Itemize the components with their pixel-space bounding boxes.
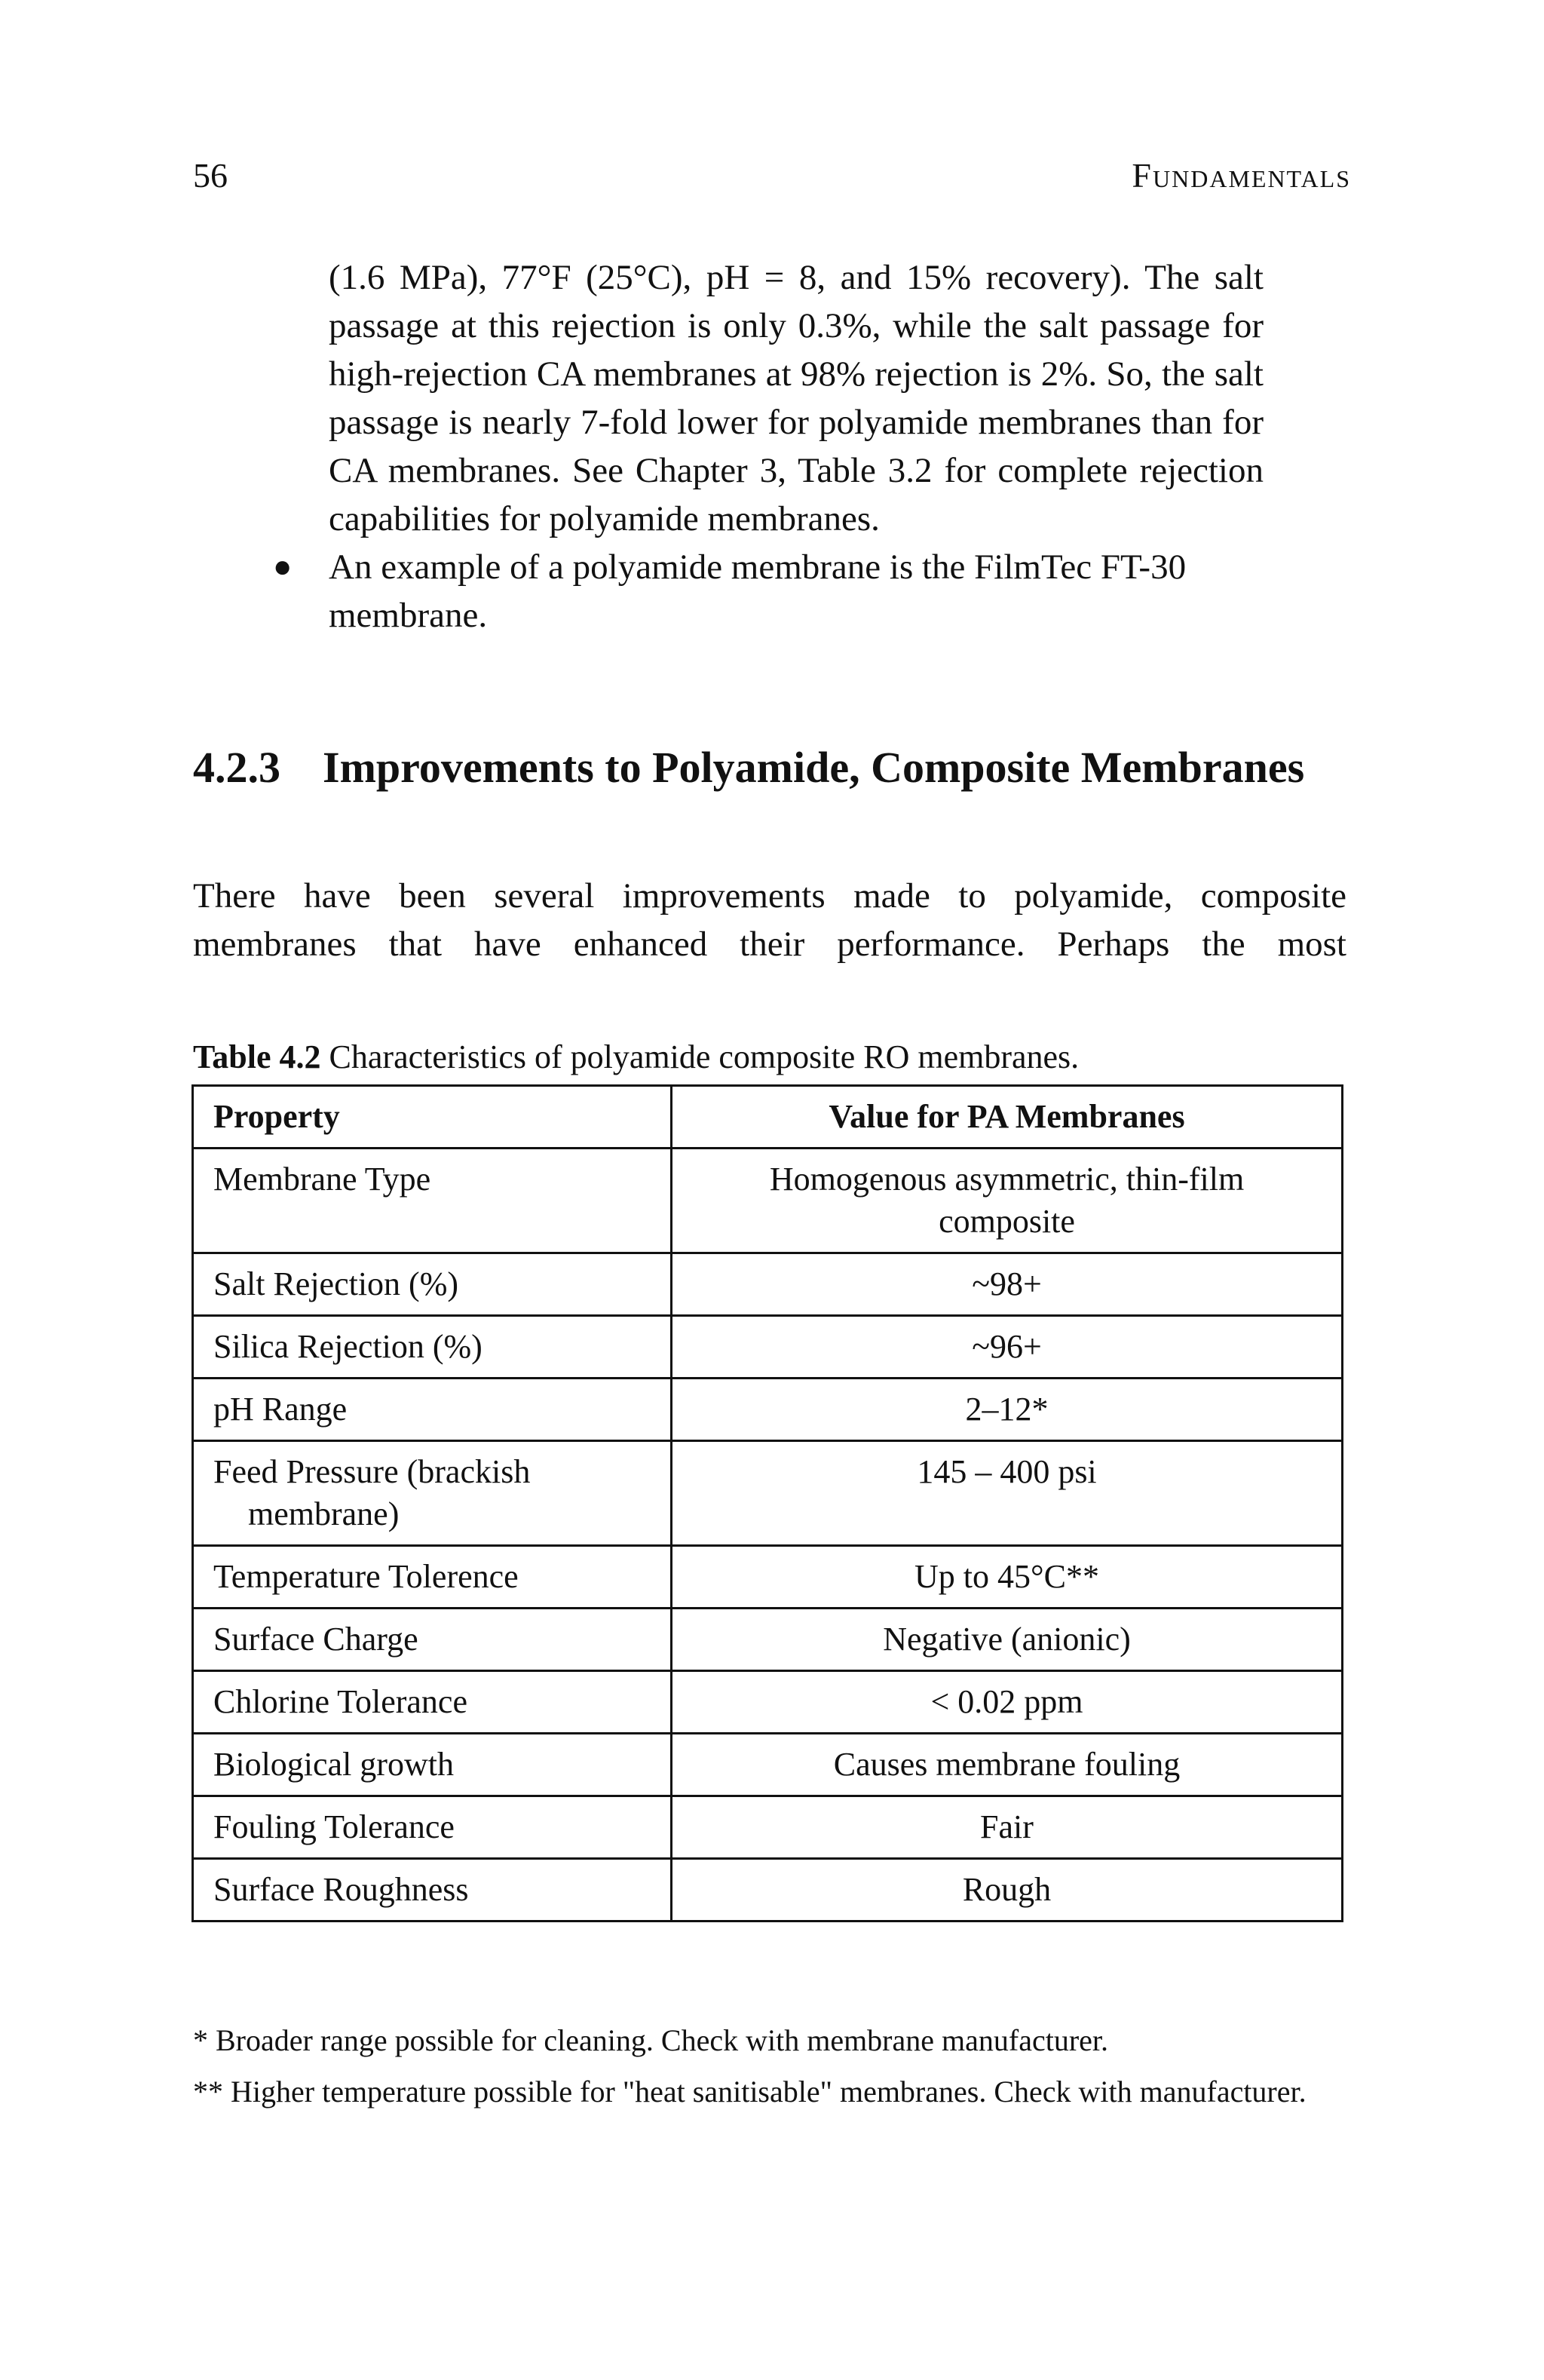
value-cell: ~98+: [672, 1253, 1343, 1316]
property-cell: Temperature Tolerence: [193, 1546, 672, 1609]
page-header: [193, 155, 1351, 201]
property-cell: Surface Charge: [193, 1609, 672, 1671]
table-row: [193, 1609, 1343, 1671]
bullet-text: An example of a polyamide membrane is the FilmTec FT-30 membrane.: [329, 547, 1187, 635]
value-cell: 2–12*: [672, 1379, 1343, 1441]
property-cell: Membrane Type: [193, 1149, 672, 1253]
table-row: [193, 1149, 1343, 1253]
footnote-1: * Broader range possible for cleaning. Check with membrane manufacturer.: [193, 2023, 1109, 2057]
table-row: [193, 1734, 1343, 1796]
property-cell: Surface Roughness: [193, 1859, 672, 1921]
value-cell: ~96+: [672, 1316, 1343, 1379]
value-cell: < 0.02 ppm: [672, 1671, 1343, 1734]
running-head: Fundamentals: [1132, 156, 1351, 195]
value-cell: Homogenous asymmetric, thin-film composite: [672, 1149, 1343, 1253]
value-cell: Up to 45°C**: [672, 1546, 1343, 1609]
table-row: [193, 1859, 1343, 1921]
table-caption-label: Table 4.2: [193, 1038, 321, 1075]
table-footnotes: [193, 2020, 1346, 2122]
table-row: [193, 1316, 1343, 1379]
property-cell: Salt Rejection (%): [193, 1253, 672, 1316]
page-number: 56: [193, 156, 228, 195]
property-cell: Fouling Tolerance: [193, 1796, 672, 1859]
table-row: [193, 1379, 1343, 1441]
bullet-item: [273, 543, 1264, 639]
table-row: [193, 1546, 1343, 1609]
section-number: 4.2.3: [193, 743, 280, 792]
table-header-row: [193, 1086, 1343, 1149]
value-cell: 145 – 400 psi: [672, 1441, 1343, 1546]
properties-table: [191, 1084, 1343, 1922]
footnote-2: ** Higher temperature possible for "heat sanitisable" membranes. Check with manufacturer.: [193, 2075, 1307, 2109]
value-cell: Fair: [672, 1796, 1343, 1859]
property-cell: Silica Rejection (%): [193, 1316, 672, 1379]
header-value: Value for PA Membranes: [672, 1086, 1343, 1149]
section-body-text: There have been several improvements made to polyamide, composite membranes that have enhanced their performance. Perhaps the most: [193, 876, 1346, 964]
section-title: Improvements to Polyamide, Composite Membranes: [323, 743, 1305, 792]
header-property: Property: [193, 1086, 672, 1149]
table-row: [193, 1441, 1343, 1546]
table-caption: [193, 1035, 1346, 1080]
table-row: [193, 1253, 1343, 1316]
continued-bullet-text: [273, 253, 1264, 639]
continued-paragraph: (1.6 MPa), 77°F (25°C), pH = 8, and 15% recovery). The salt passage at this rejection is only 0.3%, while the salt passage for high-rejection CA membranes at 98% rejection is 2%. So, the salt passage is nearly 7-fold lower for polyamide membranes than for CA membranes. See Chapter 3, Table 3.2 for complete rejection capabilities for polyamide membranes.: [329, 258, 1264, 538]
table-row: [193, 1671, 1343, 1734]
bullet-icon: ●: [273, 550, 293, 584]
property-cell: Chlorine Tolerance: [193, 1671, 672, 1734]
value-cell: Negative (anionic): [672, 1609, 1343, 1671]
table-row: [193, 1796, 1343, 1859]
property-cell-text: Feed Pressure (brackish membrane): [213, 1453, 531, 1532]
property-cell: pH Range: [193, 1379, 672, 1441]
value-cell: Rough: [672, 1859, 1343, 1921]
property-cell: Biological growth: [193, 1734, 672, 1796]
value-cell: Causes membrane fouling: [672, 1734, 1343, 1796]
table-caption-text: Characteristics of polyamide composite RO membranes.: [329, 1038, 1080, 1075]
property-cell: [193, 1441, 672, 1546]
